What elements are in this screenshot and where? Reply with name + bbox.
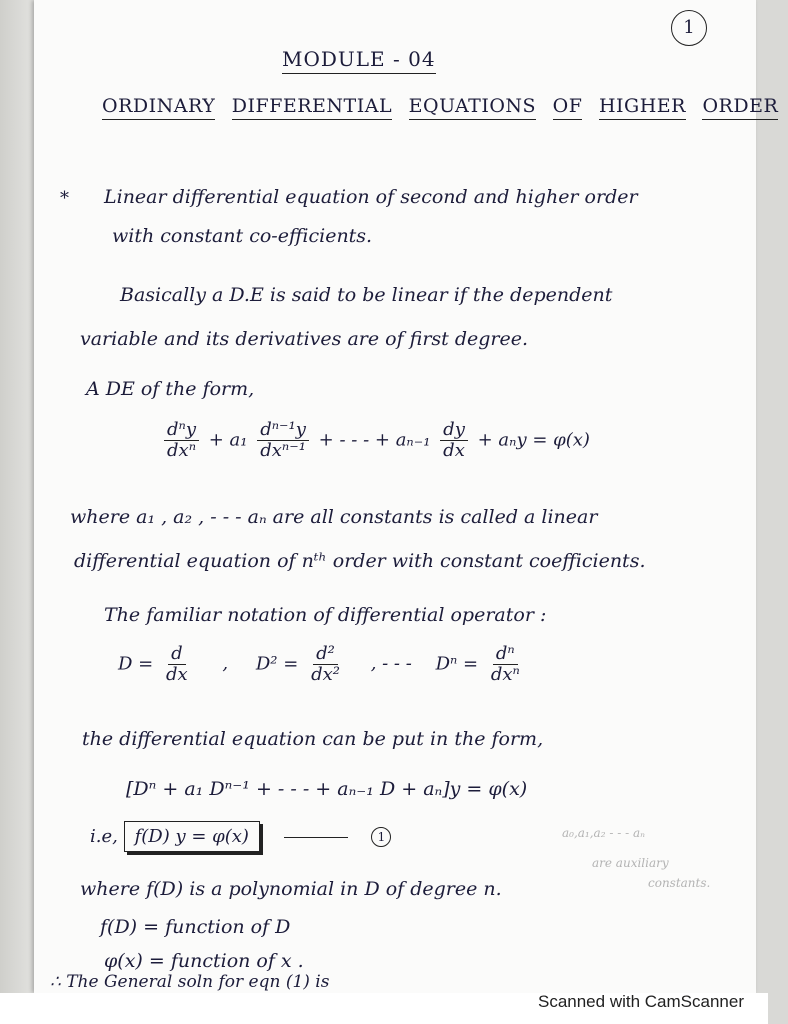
equation-boxed-row: [90, 826, 391, 847]
para6-line-2: f(D) = function of D: [100, 916, 291, 938]
para2-intro: A DE of the form,: [86, 378, 255, 400]
ie-prefix: i.e,: [90, 826, 118, 847]
fraction-numerator: dⁿ: [493, 644, 518, 665]
para3-line-2: differential equation of nᵗʰ order with constant coefficients.: [74, 550, 646, 572]
page-number: 1: [671, 10, 707, 46]
para7: ∴ The General soln for eqn (1) is: [50, 972, 330, 992]
fraction-dn-dxn: [488, 644, 523, 685]
title-word: ORDINARY: [102, 95, 215, 120]
boxed-equation: f(D) y = φ(x): [124, 821, 260, 852]
operator-d-lhs: D =: [118, 653, 154, 675]
bullet-asterisk: *: [60, 188, 69, 209]
fraction-denominator: dxⁿ: [490, 663, 520, 685]
pencil-note-line-1: a₀,a₁,a₂ - - - aₙ: [562, 826, 645, 840]
title-word: DIFFERENTIAL: [232, 95, 392, 120]
chapter-title: [102, 95, 788, 117]
equation-label-circle: 1: [371, 827, 391, 847]
scan-left-margin: [0, 0, 34, 1024]
equation-operator-notation: [118, 644, 527, 685]
eq-term-middle: + - - - + aₙ₋₁: [318, 429, 431, 451]
fraction-numerator: dⁿy: [164, 420, 199, 441]
fraction-numerator: d²: [313, 644, 338, 665]
camscanner-watermark: Scanned with CamScanner: [537, 992, 744, 1011]
fraction-numerator: dy: [440, 420, 468, 441]
para6-line-3: φ(x) = function of x .: [104, 950, 304, 972]
fraction-d-dx: [163, 644, 191, 685]
pencil-note-line-3: constants.: [648, 876, 711, 890]
para3-line-1: where a₁ , a₂ , - - - aₙ are all constants is called a linear: [70, 506, 598, 528]
para1-line-2: variable and its derivatives are of first degree.: [80, 328, 529, 350]
title-word: EQUATIONS: [409, 95, 536, 120]
separator: ,: [222, 653, 229, 675]
fraction-denominator: dxⁿ⁻¹: [260, 439, 306, 461]
module-title: MODULE - 04: [282, 47, 436, 74]
fraction-denominator: dx: [165, 663, 188, 685]
fraction-d2-dx2: [308, 644, 343, 685]
equation-linear-de: [160, 420, 590, 461]
operator-d2-lhs: D² =: [255, 653, 299, 675]
title-word: OF: [553, 95, 583, 120]
dash-rule: [284, 837, 348, 838]
pencil-note-line-2: are auxiliary: [592, 856, 669, 870]
para6-line-1: where f(D) is a polynomial in D of degree n.: [80, 878, 502, 900]
para4: The familiar notation of differential operator :: [104, 604, 547, 626]
fraction-numerator: dⁿ⁻¹y: [257, 420, 309, 441]
operator-dn-lhs: Dⁿ =: [435, 653, 479, 675]
eq-term-a1: + a₁: [208, 429, 248, 451]
fraction-first-derivative: [440, 420, 468, 461]
para5: the differential equation can be put in the form,: [82, 728, 544, 750]
intro-line-2: with constant co-efficients.: [112, 225, 373, 247]
title-word: HIGHER: [599, 95, 686, 120]
fraction-denominator: dx: [443, 439, 465, 461]
separator: , - - -: [370, 653, 412, 675]
fraction-nth-derivative: [164, 420, 199, 461]
intro-line-1: Linear differential equation of second and higher order: [104, 186, 638, 208]
para1-line-1: Basically a D.E is said to be linear if the dependent: [120, 284, 613, 306]
fraction-denominator: dx²: [311, 663, 340, 685]
fraction-n-minus-1-derivative: [257, 420, 309, 461]
fraction-denominator: dxⁿ: [167, 439, 196, 461]
equation-operator-form: [Dⁿ + a₁ Dⁿ⁻¹ + - - - + aₙ₋₁ D + aₙ]y = φ(x): [126, 778, 528, 800]
title-word: ORDER: [702, 95, 778, 120]
eq-term-tail: + aₙy = φ(x): [477, 429, 590, 451]
fraction-numerator: d: [168, 644, 186, 665]
